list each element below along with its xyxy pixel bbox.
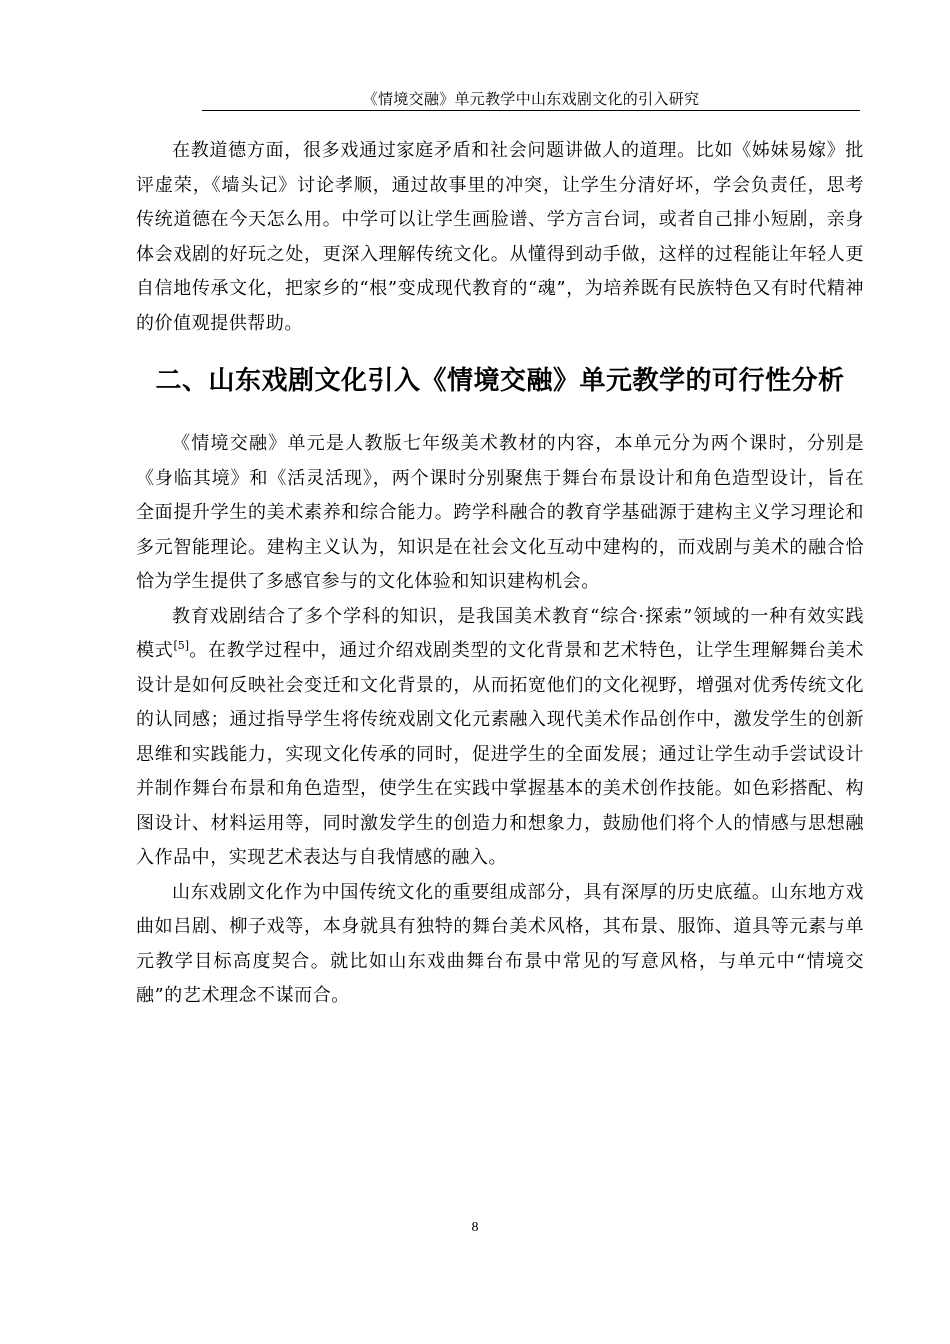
paragraph-educational-drama-part2: 。在教学过程中，通过介绍戏剧类型的文化背景和艺术特色，让学生理解舞台美术设计是如何反映社会变迁和文化背景的，从而拓宽他们的文化视野，增强对优秀传统文化的认同感；通过指导学生将传统戏剧文化元素融入现代美术作品创作中，激发学生的创新思维和实践能力，实现文化传承的同时，促进学生的全面发展；通过让学生动手尝试设计并制作舞台布景和角色造型，使学生在实践中掌握基本的美术创作技能。如色彩搭配、构图设计、材料运用等，同时激发学生的创造力和想象力，鼓励他们将个人的情感与思想融入作品中，实现艺术表达与自我情感的融入。	[136, 640, 864, 868]
paragraph-educational-drama	[136, 600, 864, 876]
paragraph-moral-education: 在教道德方面，很多戏通过家庭矛盾和社会问题讲做人的道理。比如《姊妹易嫁》批评虚荣，《墙头记》讨论孝顺，通过故事里的冲突，让学生分清好坏，学会负责任，思考传统道德在今天怎么用。中学可以让学生画脸谱、学方言台词，或者自己排小短剧，亲身体会戏剧的好玩之处，更深入理解传统文化。从懂得到动手做，这样的过程能让年轻人更自信地传承文化，把家乡的“根”变成现代教育的“魂”，为培养既有民族特色又有时代精神的价值观提供帮助。	[136, 140, 864, 334]
body-text	[136, 134, 864, 1014]
section-heading: 二、山东戏剧文化引入《情境交融》单元教学的可行性分析	[155, 366, 845, 396]
running-header: 《情境交融》单元教学中山东戏剧文化的引入研究	[202, 89, 860, 111]
page-number: 8	[471, 1220, 479, 1235]
paragraph-educational-drama-part1: 教育戏剧结合了多个学科的知识，是我国美术教育“综合·探索”领域的一种有效实践模式	[136, 605, 864, 661]
paragraph-shandong-opera: 山东戏剧文化作为中国传统文化的重要组成部分，具有深厚的历史底蕴。山东地方戏曲如吕剧、柳子戏等，本身就具有独特的舞台美术风格，其布景、服饰、道具等元素与单元教学目标高度契合。就比如山东戏曲舞台布景中常见的写意风格，与单元中“情境交融”的艺术理念不谋而合。	[136, 881, 864, 1006]
citation-marker: [5]	[173, 639, 190, 652]
paragraph-unit-overview: 《情境交融》单元是人教版七年级美术教材的内容，本单元分为两个课时，分别是《身临其境》和《活灵活现》，两个课时分别聚焦于舞台布景设计和角色造型设计，旨在全面提升学生的美术素养和综合能力。跨学科融合的教育学基础源于建构主义学习理论和多元智能理论。建构主义认为，知识是在社会文化互动中建构的，而戏剧与美术的融合恰恰为学生提供了多感官参与的文化体验和知识建构机会。	[136, 433, 864, 592]
